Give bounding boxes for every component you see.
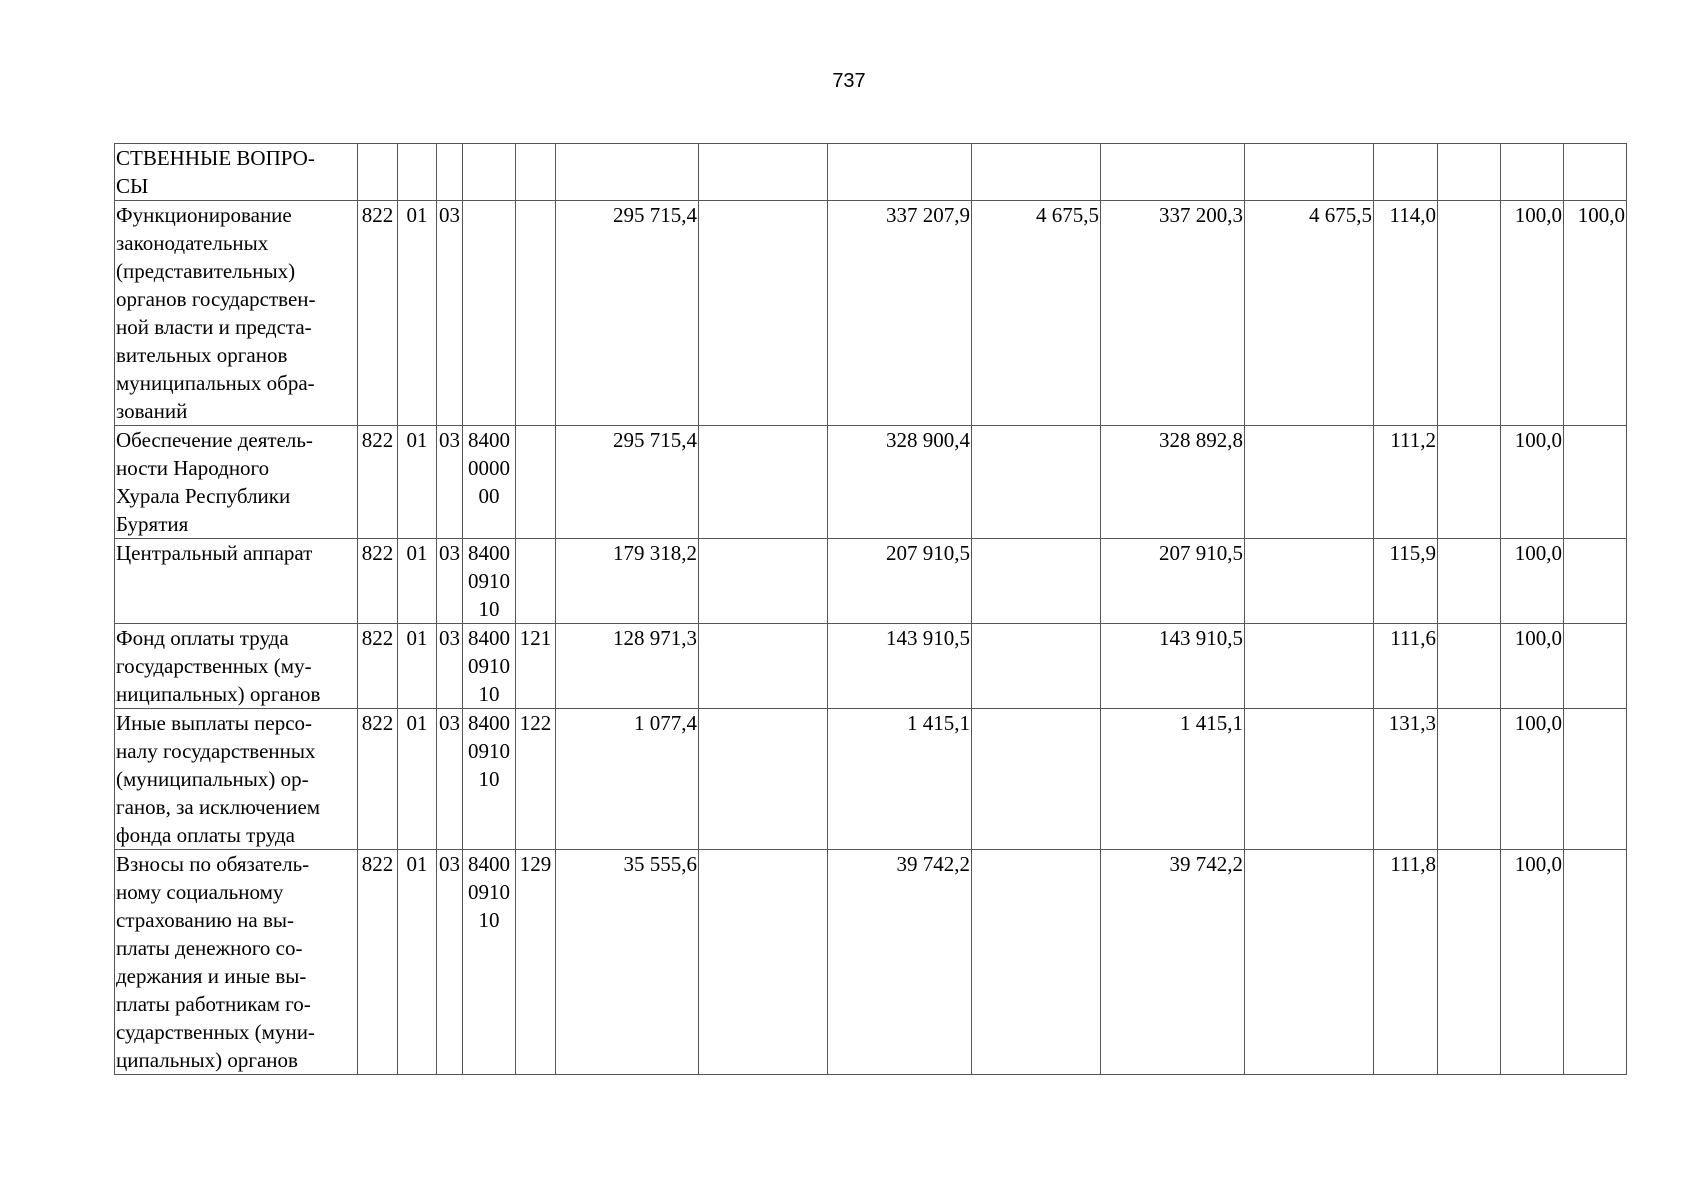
description-line: ному социальному bbox=[116, 880, 284, 904]
cell-value-9 bbox=[1501, 144, 1564, 201]
target-article-line: 8400 bbox=[468, 428, 510, 452]
cell-value-10 bbox=[1564, 624, 1627, 709]
cell-value-9: 100,0 bbox=[1501, 624, 1564, 709]
cell-description bbox=[115, 426, 358, 539]
cell-value-8 bbox=[1438, 144, 1501, 201]
table-row bbox=[115, 709, 1627, 850]
cell-section: 01 bbox=[398, 539, 437, 624]
target-article-line: 10 bbox=[478, 908, 500, 932]
description-line: государственных (му- bbox=[116, 654, 312, 678]
description-line: законодательных bbox=[116, 231, 269, 255]
cell-section: 01 bbox=[398, 709, 437, 850]
cell-value-5: 337 200,3 bbox=[1101, 201, 1245, 426]
cell-value-8 bbox=[1438, 624, 1501, 709]
description-line: Взносы по обязатель- bbox=[116, 852, 310, 876]
cell-expense-type bbox=[516, 426, 556, 539]
cell-value-10 bbox=[1564, 539, 1627, 624]
cell-value-4 bbox=[972, 144, 1101, 201]
cell-value-1 bbox=[556, 144, 699, 201]
cell-value-10 bbox=[1564, 426, 1627, 539]
cell-expense-type bbox=[516, 144, 556, 201]
cell-value-3: 1 415,1 bbox=[828, 709, 972, 850]
description-line: Бурятия bbox=[116, 512, 189, 536]
target-article-line: 00 bbox=[478, 484, 500, 508]
cell-value-8 bbox=[1438, 850, 1501, 1075]
cell-value-7: 111,6 bbox=[1374, 624, 1438, 709]
cell-section: 01 bbox=[398, 850, 437, 1075]
description-line: платы денежного со- bbox=[116, 936, 303, 960]
cell-admin-code: 822 bbox=[358, 539, 398, 624]
cell-value-4 bbox=[972, 624, 1101, 709]
table-row bbox=[115, 539, 1627, 624]
cell-value-8 bbox=[1438, 539, 1501, 624]
description-line: вительных органов bbox=[116, 343, 288, 367]
target-article-line: 0910 bbox=[468, 569, 510, 593]
cell-value-7: 111,8 bbox=[1374, 850, 1438, 1075]
description-line: Хурала Республики bbox=[116, 484, 291, 508]
table-row bbox=[115, 850, 1627, 1075]
description-line: ности Народного bbox=[116, 456, 270, 480]
cell-value-2 bbox=[699, 539, 828, 624]
description-line: Обеспечение деятель- bbox=[116, 428, 313, 452]
table-row bbox=[115, 201, 1627, 426]
cell-value-3: 337 207,9 bbox=[828, 201, 972, 426]
budget-table bbox=[114, 143, 1627, 1075]
cell-value-5: 39 742,2 bbox=[1101, 850, 1245, 1075]
cell-value-5: 143 910,5 bbox=[1101, 624, 1245, 709]
description-line: СТВЕННЫЕ ВОПРО- bbox=[116, 146, 315, 170]
cell-value-4 bbox=[972, 539, 1101, 624]
description-line: Функционирование bbox=[116, 203, 292, 227]
target-article-line: 0910 bbox=[468, 654, 510, 678]
description-line: платы работникам го- bbox=[116, 992, 311, 1016]
cell-subsection: 03 bbox=[437, 709, 463, 850]
cell-value-7: 111,2 bbox=[1374, 426, 1438, 539]
description-line: ципальных) органов bbox=[116, 1048, 298, 1072]
cell-value-3: 143 910,5 bbox=[828, 624, 972, 709]
cell-value-4: 4 675,5 bbox=[972, 201, 1101, 426]
cell-value-2 bbox=[699, 144, 828, 201]
cell-value-3: 207 910,5 bbox=[828, 539, 972, 624]
cell-value-9: 100,0 bbox=[1501, 709, 1564, 850]
cell-description bbox=[115, 709, 358, 850]
cell-description bbox=[115, 144, 358, 201]
cell-admin-code bbox=[358, 144, 398, 201]
description-line: органов государствен- bbox=[116, 287, 316, 311]
cell-value-3: 328 900,4 bbox=[828, 426, 972, 539]
description-line: ной власти и предста- bbox=[116, 315, 312, 339]
description-line: Фонд оплаты труда bbox=[116, 626, 289, 650]
table-row bbox=[115, 426, 1627, 539]
cell-subsection: 03 bbox=[437, 539, 463, 624]
cell-value-1: 35 555,6 bbox=[556, 850, 699, 1075]
description-line: ниципальных) органов bbox=[116, 682, 321, 706]
cell-value-2 bbox=[699, 624, 828, 709]
cell-value-5: 1 415,1 bbox=[1101, 709, 1245, 850]
cell-value-1: 179 318,2 bbox=[556, 539, 699, 624]
cell-description bbox=[115, 539, 358, 624]
cell-admin-code: 822 bbox=[358, 426, 398, 539]
target-article-line: 0910 bbox=[468, 880, 510, 904]
description-line: (муниципальных) ор- bbox=[116, 767, 309, 791]
cell-value-6 bbox=[1245, 539, 1374, 624]
cell-value-10 bbox=[1564, 850, 1627, 1075]
cell-value-2 bbox=[699, 850, 828, 1075]
cell-value-10 bbox=[1564, 709, 1627, 850]
table-row bbox=[115, 624, 1627, 709]
cell-section: 01 bbox=[398, 624, 437, 709]
cell-value-6: 4 675,5 bbox=[1245, 201, 1374, 426]
cell-value-1: 295 715,4 bbox=[556, 426, 699, 539]
cell-target-article bbox=[463, 539, 516, 624]
target-article-line: 10 bbox=[478, 767, 500, 791]
target-article-line: 8400 bbox=[468, 711, 510, 735]
cell-value-6 bbox=[1245, 144, 1374, 201]
cell-value-5: 207 910,5 bbox=[1101, 539, 1245, 624]
cell-section bbox=[398, 144, 437, 201]
cell-admin-code: 822 bbox=[358, 850, 398, 1075]
description-line: ганов, за исключением bbox=[116, 795, 321, 819]
cell-expense-type: 122 bbox=[516, 709, 556, 850]
target-article-line: 10 bbox=[478, 682, 500, 706]
cell-value-4 bbox=[972, 426, 1101, 539]
cell-description bbox=[115, 201, 358, 426]
cell-value-9: 100,0 bbox=[1501, 201, 1564, 426]
description-line: зований bbox=[116, 399, 188, 423]
description-line: налу государственных bbox=[116, 739, 316, 763]
description-line: держания и иные вы- bbox=[116, 964, 307, 988]
cell-value-3 bbox=[828, 144, 972, 201]
cell-target-article bbox=[463, 624, 516, 709]
cell-target-article bbox=[463, 201, 516, 426]
cell-value-3: 39 742,2 bbox=[828, 850, 972, 1075]
target-article-line: 8400 bbox=[468, 626, 510, 650]
cell-expense-type bbox=[516, 201, 556, 426]
cell-expense-type bbox=[516, 539, 556, 624]
cell-value-10: 100,0 bbox=[1564, 201, 1627, 426]
description-line: муниципальных обра- bbox=[116, 371, 315, 395]
description-line: СЫ bbox=[116, 174, 149, 198]
page-number: 737 bbox=[832, 70, 866, 92]
cell-value-6 bbox=[1245, 850, 1374, 1075]
cell-value-4 bbox=[972, 850, 1101, 1075]
cell-value-8 bbox=[1438, 201, 1501, 426]
cell-section: 01 bbox=[398, 201, 437, 426]
description-line: Иные выплаты персо- bbox=[116, 711, 313, 735]
cell-value-8 bbox=[1438, 709, 1501, 850]
cell-value-6 bbox=[1245, 426, 1374, 539]
cell-admin-code: 822 bbox=[358, 709, 398, 850]
cell-value-2 bbox=[699, 709, 828, 850]
cell-admin-code: 822 bbox=[358, 201, 398, 426]
table-row bbox=[115, 144, 1627, 201]
cell-subsection: 03 bbox=[437, 201, 463, 426]
cell-expense-type: 129 bbox=[516, 850, 556, 1075]
cell-value-8 bbox=[1438, 426, 1501, 539]
cell-value-2 bbox=[699, 426, 828, 539]
cell-target-article bbox=[463, 850, 516, 1075]
cell-value-2 bbox=[699, 201, 828, 426]
cell-target-article bbox=[463, 144, 516, 201]
cell-value-1: 128 971,3 bbox=[556, 624, 699, 709]
cell-value-9: 100,0 bbox=[1501, 426, 1564, 539]
cell-subsection: 03 bbox=[437, 850, 463, 1075]
description-line: (представительных) bbox=[116, 259, 296, 283]
cell-value-5 bbox=[1101, 144, 1245, 201]
cell-subsection: 03 bbox=[437, 624, 463, 709]
target-article-line: 0910 bbox=[468, 739, 510, 763]
cell-admin-code: 822 bbox=[358, 624, 398, 709]
table-body bbox=[115, 144, 1627, 1075]
cell-target-article bbox=[463, 709, 516, 850]
cell-value-1: 1 077,4 bbox=[556, 709, 699, 850]
cell-section: 01 bbox=[398, 426, 437, 539]
cell-value-5: 328 892,8 bbox=[1101, 426, 1245, 539]
cell-value-7: 115,9 bbox=[1374, 539, 1438, 624]
description-line: сударственных (муни- bbox=[116, 1020, 315, 1044]
cell-expense-type: 121 bbox=[516, 624, 556, 709]
cell-value-7: 114,0 bbox=[1374, 201, 1438, 426]
description-line: Центральный аппарат bbox=[116, 541, 313, 565]
cell-value-4 bbox=[972, 709, 1101, 850]
cell-value-6 bbox=[1245, 709, 1374, 850]
cell-value-10 bbox=[1564, 144, 1627, 201]
cell-subsection: 03 bbox=[437, 426, 463, 539]
cell-description bbox=[115, 850, 358, 1075]
target-article-line: 8400 bbox=[468, 852, 510, 876]
cell-description bbox=[115, 624, 358, 709]
cell-value-1: 295 715,4 bbox=[556, 201, 699, 426]
cell-value-9: 100,0 bbox=[1501, 850, 1564, 1075]
target-article-line: 8400 bbox=[468, 541, 510, 565]
cell-value-7: 131,3 bbox=[1374, 709, 1438, 850]
description-line: страхованию на вы- bbox=[116, 908, 294, 932]
cell-value-7 bbox=[1374, 144, 1438, 201]
cell-value-9: 100,0 bbox=[1501, 539, 1564, 624]
target-article-line: 10 bbox=[478, 597, 500, 621]
description-line: фонда оплаты труда bbox=[116, 823, 295, 847]
cell-subsection bbox=[437, 144, 463, 201]
cell-target-article bbox=[463, 426, 516, 539]
cell-value-6 bbox=[1245, 624, 1374, 709]
target-article-line: 0000 bbox=[468, 456, 510, 480]
